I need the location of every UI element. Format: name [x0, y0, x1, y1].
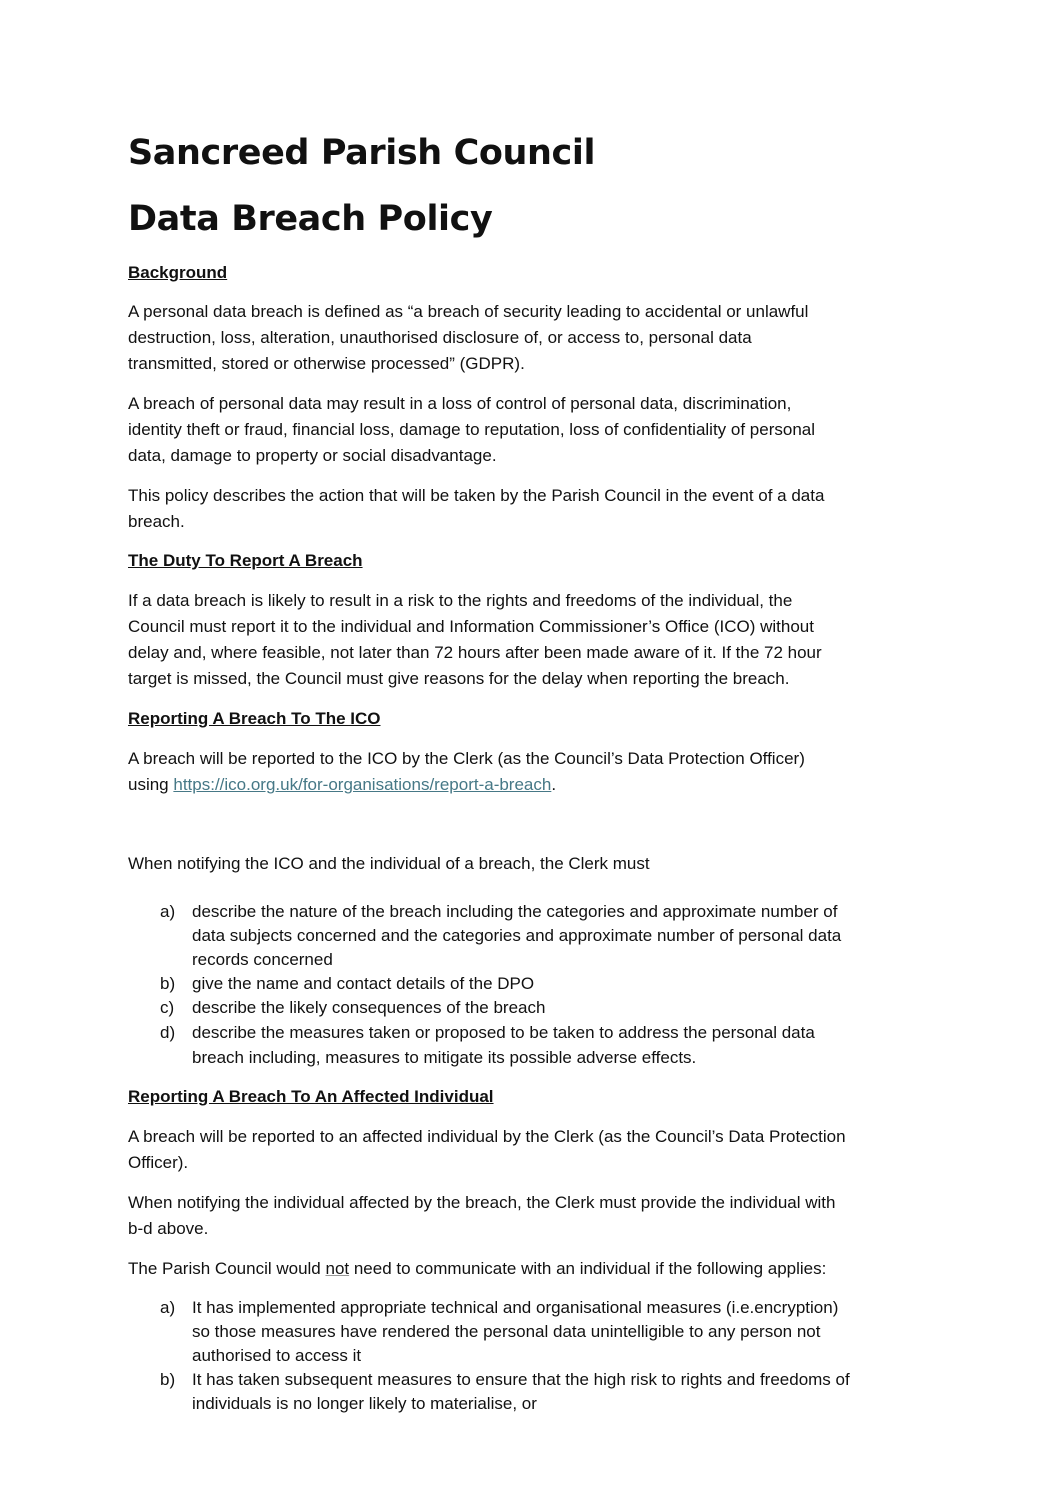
background-paragraph-2	[128, 391, 928, 469]
list-item	[128, 1296, 928, 1368]
ico-paragraph-1	[128, 746, 928, 798]
text-line: describe the likely consequences of the breach	[192, 998, 546, 1017]
text-line: data subjects concerned and the categories and approximate number of personal data	[192, 926, 842, 945]
text-line: data, damage to property or social disadvantage.	[128, 446, 497, 465]
emphasis-not: not	[325, 1259, 350, 1278]
text-line: A breach will be reported to an affected individual by the Clerk (as the Council’s Data Protection	[128, 1127, 846, 1146]
text-line: breach.	[128, 512, 185, 531]
list-marker: a)	[160, 1298, 176, 1317]
text-line: individuals is no longer likely to materialise, or	[192, 1394, 537, 1413]
list-marker: b)	[160, 974, 176, 993]
text-line: give the name and contact details of the DPO	[192, 974, 535, 993]
text-line: This policy describes the action that will be taken by the Parish Council in the event of a data	[128, 486, 825, 505]
text-line: b-d above.	[128, 1219, 209, 1238]
document-subtitle: Data Breach Policy	[128, 199, 493, 239]
text-line: identity theft or fraud, financial loss, damage to reputation, loss of confidentiality of personal	[128, 420, 816, 439]
text-line: transmitted, stored or otherwise processed” (GDPR).	[128, 354, 525, 373]
text-fragment: The Parish Council would	[128, 1259, 326, 1278]
list-item	[128, 1020, 928, 1070]
ico-notification-list	[128, 900, 928, 1070]
heading-background: Background	[128, 263, 228, 282]
text-line: A breach of personal data may result in a loss of control of personal data, discrimination,	[128, 394, 792, 413]
text-line: If a data breach is likely to result in a risk to the rights and freedoms of the individual, the	[128, 591, 793, 610]
text-line: records concerned	[192, 950, 333, 969]
text-fragment: .	[551, 775, 557, 794]
heading-reporting-to-individual: Reporting A Breach To An Affected Individual	[128, 1087, 494, 1106]
heading-reporting-to-ico: Reporting A Breach To The ICO	[128, 709, 381, 728]
individual-paragraph-2	[128, 1190, 928, 1242]
list-item	[128, 972, 928, 996]
list-marker: d)	[160, 1023, 176, 1042]
text-line	[128, 772, 928, 798]
text-line: When notifying the ICO and the individual of a breach, the Clerk must	[128, 854, 650, 873]
text-line: A personal data breach is defined as “a breach of security leading to accidental or unlawful	[128, 302, 809, 321]
text-line: delay and, where feasible, not later than 72 hours after been made aware of it. If the 72 hour	[128, 643, 822, 662]
list-marker: b)	[160, 1370, 176, 1389]
list-item	[128, 1368, 928, 1416]
text-line: destruction, loss, alteration, unauthorised disclosure of, or access to, personal data	[128, 328, 752, 347]
text-line: breach including, measures to mitigate its possible adverse effects.	[192, 1048, 697, 1067]
background-paragraph-3	[128, 483, 928, 535]
text-line: Officer).	[128, 1153, 189, 1172]
list-item	[128, 996, 928, 1020]
list-marker: c)	[160, 998, 175, 1017]
individual-paragraph-3	[128, 1256, 928, 1282]
text-fragment: using	[128, 775, 174, 794]
text-line: When notifying the individual affected by the breach, the Clerk must provide the individual with	[128, 1193, 836, 1212]
list-marker: a)	[160, 902, 176, 921]
text-line: It has taken subsequent measures to ensure that the high risk to rights and freedoms of	[192, 1370, 850, 1389]
heading-duty-to-report: The Duty To Report A Breach	[128, 551, 363, 570]
text-line: A breach will be reported to the ICO by the Clerk (as the Council’s Data Protection Officer)	[128, 749, 805, 768]
text-line: target is missed, the Council must give reasons for the delay when reporting the breach.	[128, 669, 790, 688]
text-line: Council must report it to the individual and Information Commissioner’s Office (ICO) without	[128, 617, 814, 636]
text-fragment: need to communicate with an individual if the following applies:	[349, 1259, 827, 1278]
text-line	[128, 1256, 928, 1282]
background-paragraph-1	[128, 299, 928, 377]
ico-report-link[interactable]: https://ico.org.uk/for-organisations/report-a-breach	[173, 775, 552, 794]
text-line: authorised to access it	[192, 1346, 362, 1365]
duty-paragraph	[128, 588, 928, 692]
document-title: Sancreed Parish Council	[128, 133, 596, 173]
text-line: so those measures have rendered the personal data unintelligible to any person not	[192, 1322, 821, 1341]
exemptions-list	[128, 1296, 928, 1416]
individual-paragraph-1	[128, 1124, 928, 1176]
text-line: It has implemented appropriate technical and organisational measures (i.e.encryption)	[192, 1298, 839, 1317]
text-line: describe the measures taken or proposed to be taken to address the personal data	[192, 1023, 815, 1042]
ico-paragraph-2	[128, 851, 928, 877]
list-item	[128, 900, 928, 972]
text-line: describe the nature of the breach including the categories and approximate number of	[192, 902, 838, 921]
